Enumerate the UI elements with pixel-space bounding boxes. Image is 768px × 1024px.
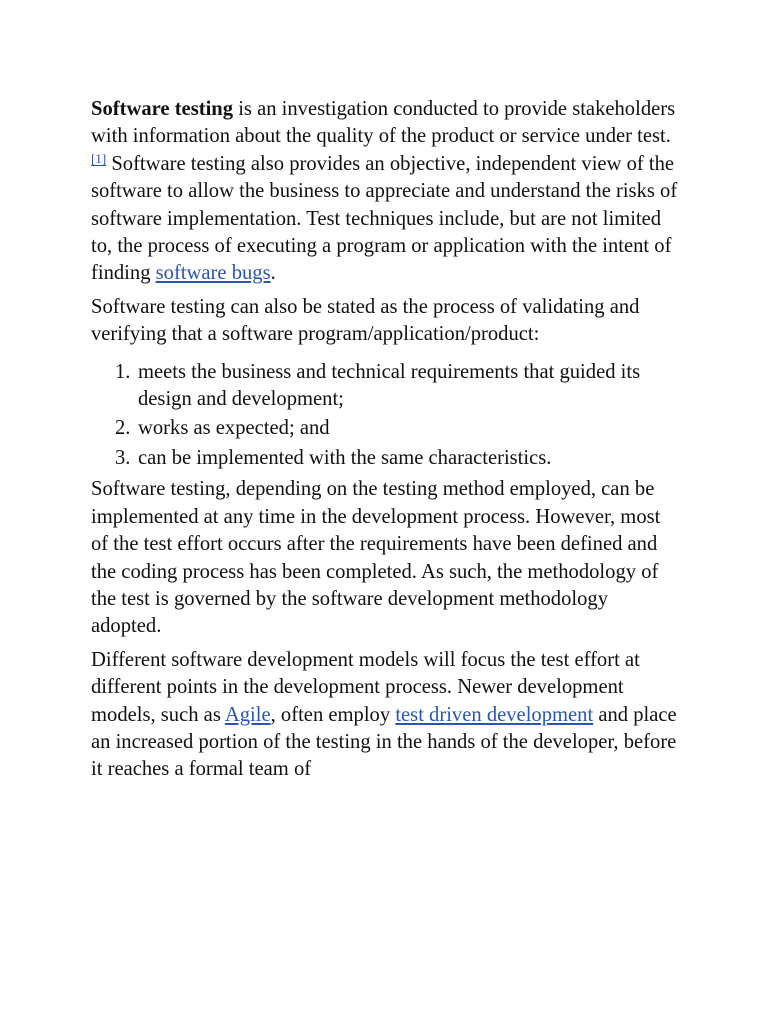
paragraph-intro	[91, 96, 681, 288]
paragraph-models	[91, 647, 681, 784]
paragraph-timing: Software testing, depending on the testing method employed, can be implemented at any time in the development process. However, most of the test effort occurs after the requirements have been defined and the coding process has been completed. As such, the methodology of the test is governed by the software development methodology adopted.	[91, 478, 661, 638]
paragraph-models-text-a: Different software development models will focus the test effort at different points in the development process. Newer development models, such as	[91, 648, 640, 726]
paragraph-models-text-c: and place an increased portion of the testing in the hands of the developer, before it reaches a formal team of	[91, 703, 677, 781]
list-item-text: meets the business and technical requirements that guided its design and development;	[138, 360, 641, 411]
paragraph-models-text-b: , often employ	[270, 703, 396, 726]
list-item	[91, 415, 681, 442]
list-item	[91, 359, 681, 414]
citation-link-1[interactable]: [1]	[91, 150, 107, 166]
citation-superscript	[91, 151, 106, 166]
link-software-bugs[interactable]: software bugs	[155, 262, 271, 285]
paragraph-intro-text-b: Software testing also provides an objective, independent view of the software to allow the business to appreciate and understand the risks of software implementation. Test techniques include, but are not limited to, the process of executing a program or application with the intent of finding	[91, 152, 678, 285]
list-item-text: can be implemented with the same characteristics.	[138, 446, 552, 469]
paragraph-intro-text-a: is an investigation conducted to provide stakeholders with information about the quality of the product or service under test.	[91, 98, 676, 148]
paragraph-intro-text-c: .	[270, 262, 276, 285]
requirements-list	[91, 359, 681, 473]
link-agile[interactable]: Agile	[224, 703, 271, 726]
paragraph-definition: Software testing can also be stated as the process of validating and verifying that a software program/application/product:	[91, 295, 640, 346]
article-body	[91, 96, 681, 790]
list-item	[91, 445, 681, 472]
link-test-driven-development[interactable]: test driven development	[395, 703, 594, 726]
list-item-number: 2.	[115, 417, 131, 440]
list-item-number: 3.	[115, 446, 131, 469]
list-item-number: 1.	[115, 360, 131, 383]
list-item-text: works as expected; and	[138, 417, 330, 440]
bold-term-software-testing: Software testing	[91, 98, 234, 120]
